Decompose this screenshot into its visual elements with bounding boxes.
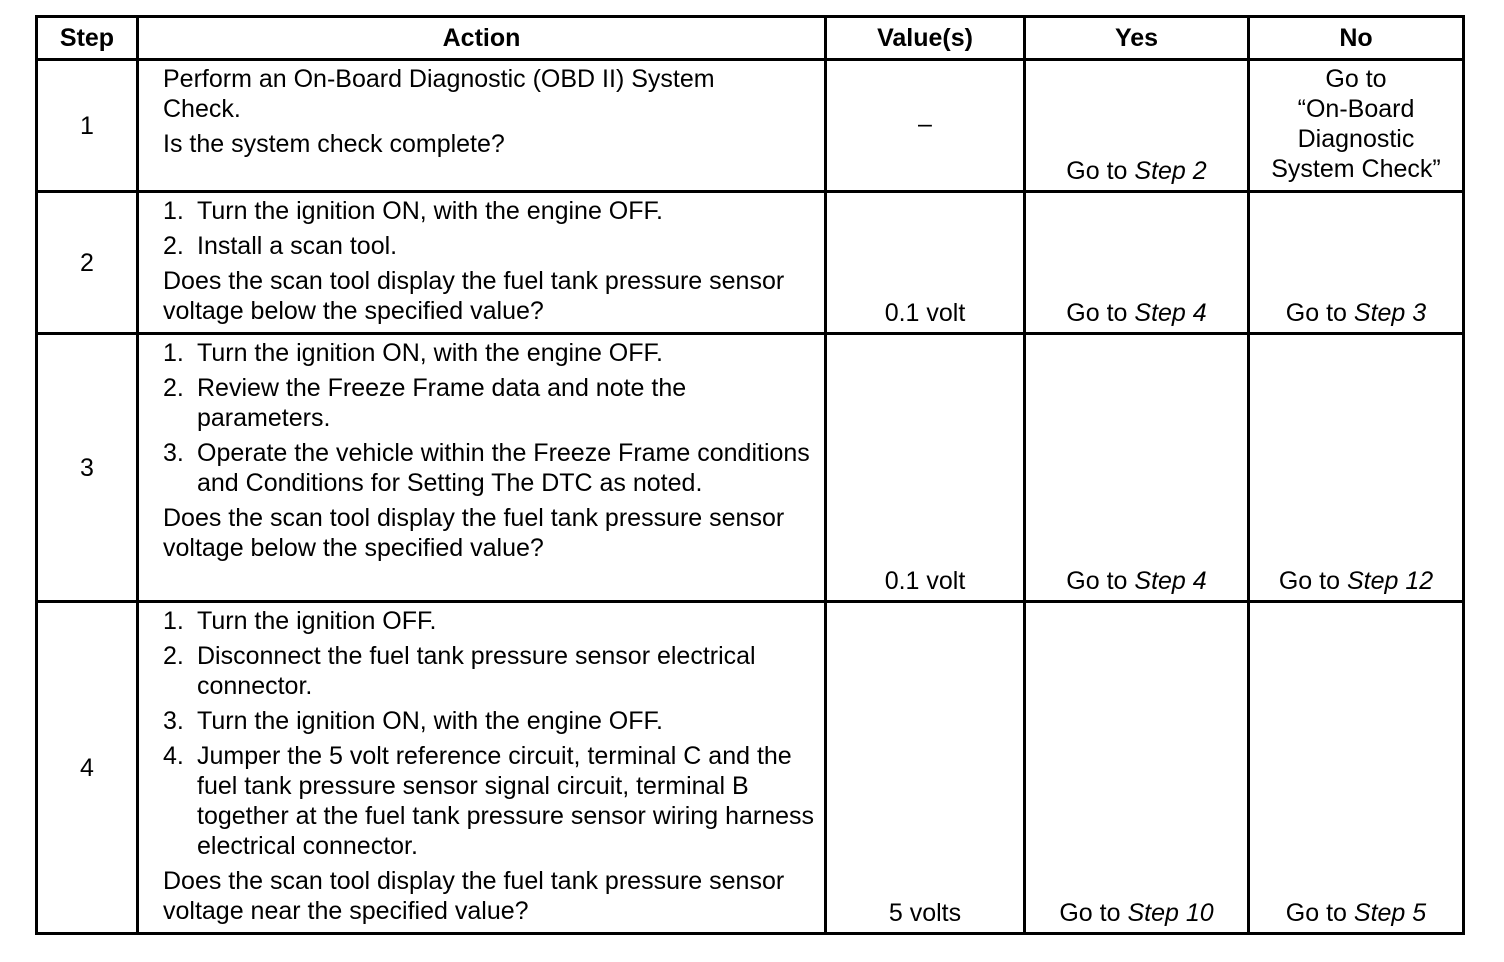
item-text: Review the Freeze Frame data and note the parameters. — [197, 374, 687, 432]
item-number: 1. — [163, 607, 184, 635]
no-prefix: Go to — [1278, 567, 1340, 595]
no-prefix: Go to — [1285, 299, 1347, 327]
table-row — [37, 334, 1464, 602]
item-text: Turn the ignition ON, with the engine OFF. — [197, 197, 663, 225]
value-cell: 0.1 volt — [826, 192, 1025, 334]
action-item — [163, 338, 814, 368]
yes-prefix: Go to — [1066, 299, 1128, 327]
yes-cell — [1025, 60, 1249, 192]
step-number: 4 — [37, 602, 138, 934]
no-line: System Check” — [1271, 155, 1441, 183]
item-number: 3. — [163, 439, 184, 467]
no-prefix: Go to — [1285, 899, 1347, 927]
no-cell — [1249, 192, 1464, 334]
action-question: Does the scan tool display the fuel tank pressure sensor voltage below the specified value? — [163, 267, 785, 325]
table-row — [37, 602, 1464, 934]
yes-cell — [1025, 334, 1249, 602]
header-yes: Yes — [1025, 17, 1249, 60]
item-number: 3. — [163, 707, 184, 735]
item-text: Jumper the 5 volt reference circuit, terminal C and the fuel tank pressure sensor signal circuit, terminal B together at the fuel tank pressure sensor wiring harness electrical connector. — [197, 742, 815, 860]
action-item — [163, 373, 814, 433]
header-action: Action — [138, 17, 826, 60]
action-cell — [138, 192, 826, 334]
yes-cell — [1025, 192, 1249, 334]
action-item — [163, 741, 814, 861]
no-step-link: Step 3 — [1353, 299, 1427, 327]
header-row — [37, 17, 1464, 60]
yes-prefix: Go to — [1066, 157, 1128, 185]
table-row — [37, 192, 1464, 334]
action-intro-line: Perform an On-Board Diagnostic (OBD II) System — [163, 65, 715, 93]
item-text: Turn the ignition OFF. — [197, 607, 437, 635]
item-number: 1. — [163, 339, 184, 367]
item-number: 4. — [163, 742, 184, 770]
value-text: – — [918, 109, 932, 138]
yes-prefix: Go to — [1059, 899, 1121, 927]
table-row — [37, 60, 1464, 192]
no-line: “On-Board — [1297, 95, 1415, 123]
item-text: Install a scan tool. — [197, 232, 398, 260]
no-line: Go to — [1325, 65, 1387, 93]
no-cell — [1249, 60, 1464, 192]
yes-step-link: Step 2 — [1134, 157, 1207, 185]
step-number: 2 — [37, 192, 138, 334]
no-step-link: Step 5 — [1353, 899, 1427, 927]
no-cell — [1249, 334, 1464, 602]
value-cell: 0.1 volt — [826, 334, 1025, 602]
item-number: 2. — [163, 232, 184, 260]
diagnostic-table — [35, 15, 1465, 935]
step-number: 3 — [37, 334, 138, 602]
action-question: Does the scan tool display the fuel tank pressure sensor voltage below the specified value? — [163, 504, 785, 562]
action-item — [163, 641, 814, 701]
value-cell: 5 volts — [826, 602, 1025, 934]
item-text: Disconnect the fuel tank pressure sensor electrical connector. — [197, 642, 756, 700]
yes-step-link: Step 4 — [1134, 299, 1207, 327]
item-text: Operate the vehicle within the Freeze Frame conditions and Conditions for Setting The DTC as noted. — [197, 439, 810, 497]
yes-step-link: Step 10 — [1127, 899, 1214, 927]
yes-prefix: Go to — [1066, 567, 1128, 595]
action-question: Is the system check complete? — [163, 130, 505, 158]
action-cell — [138, 602, 826, 934]
header-step: Step — [37, 17, 138, 60]
action-item — [163, 706, 814, 736]
action-item — [163, 231, 814, 261]
item-number: 2. — [163, 642, 184, 670]
action-cell — [138, 60, 826, 192]
item-text: Turn the ignition ON, with the engine OFF. — [197, 707, 663, 735]
action-intro-line: Check. — [163, 95, 241, 123]
header-no: No — [1249, 17, 1464, 60]
header-values: Value(s) — [826, 17, 1025, 60]
no-cell — [1249, 602, 1464, 934]
no-step-link: Step 12 — [1346, 567, 1434, 595]
yes-step-link: Step 4 — [1134, 567, 1207, 595]
step-number: 1 — [37, 60, 138, 192]
item-text: Turn the ignition ON, with the engine OFF. — [197, 339, 663, 367]
action-item — [163, 606, 814, 636]
no-line: Diagnostic — [1297, 125, 1415, 153]
item-number: 2. — [163, 374, 184, 402]
action-item — [163, 196, 814, 226]
action-question: Does the scan tool display the fuel tank pressure sensor voltage near the specified value? — [163, 867, 785, 925]
value-cell — [826, 60, 1025, 192]
action-item — [163, 438, 814, 498]
item-number: 1. — [163, 197, 184, 225]
yes-cell — [1025, 602, 1249, 934]
action-cell — [138, 334, 826, 602]
